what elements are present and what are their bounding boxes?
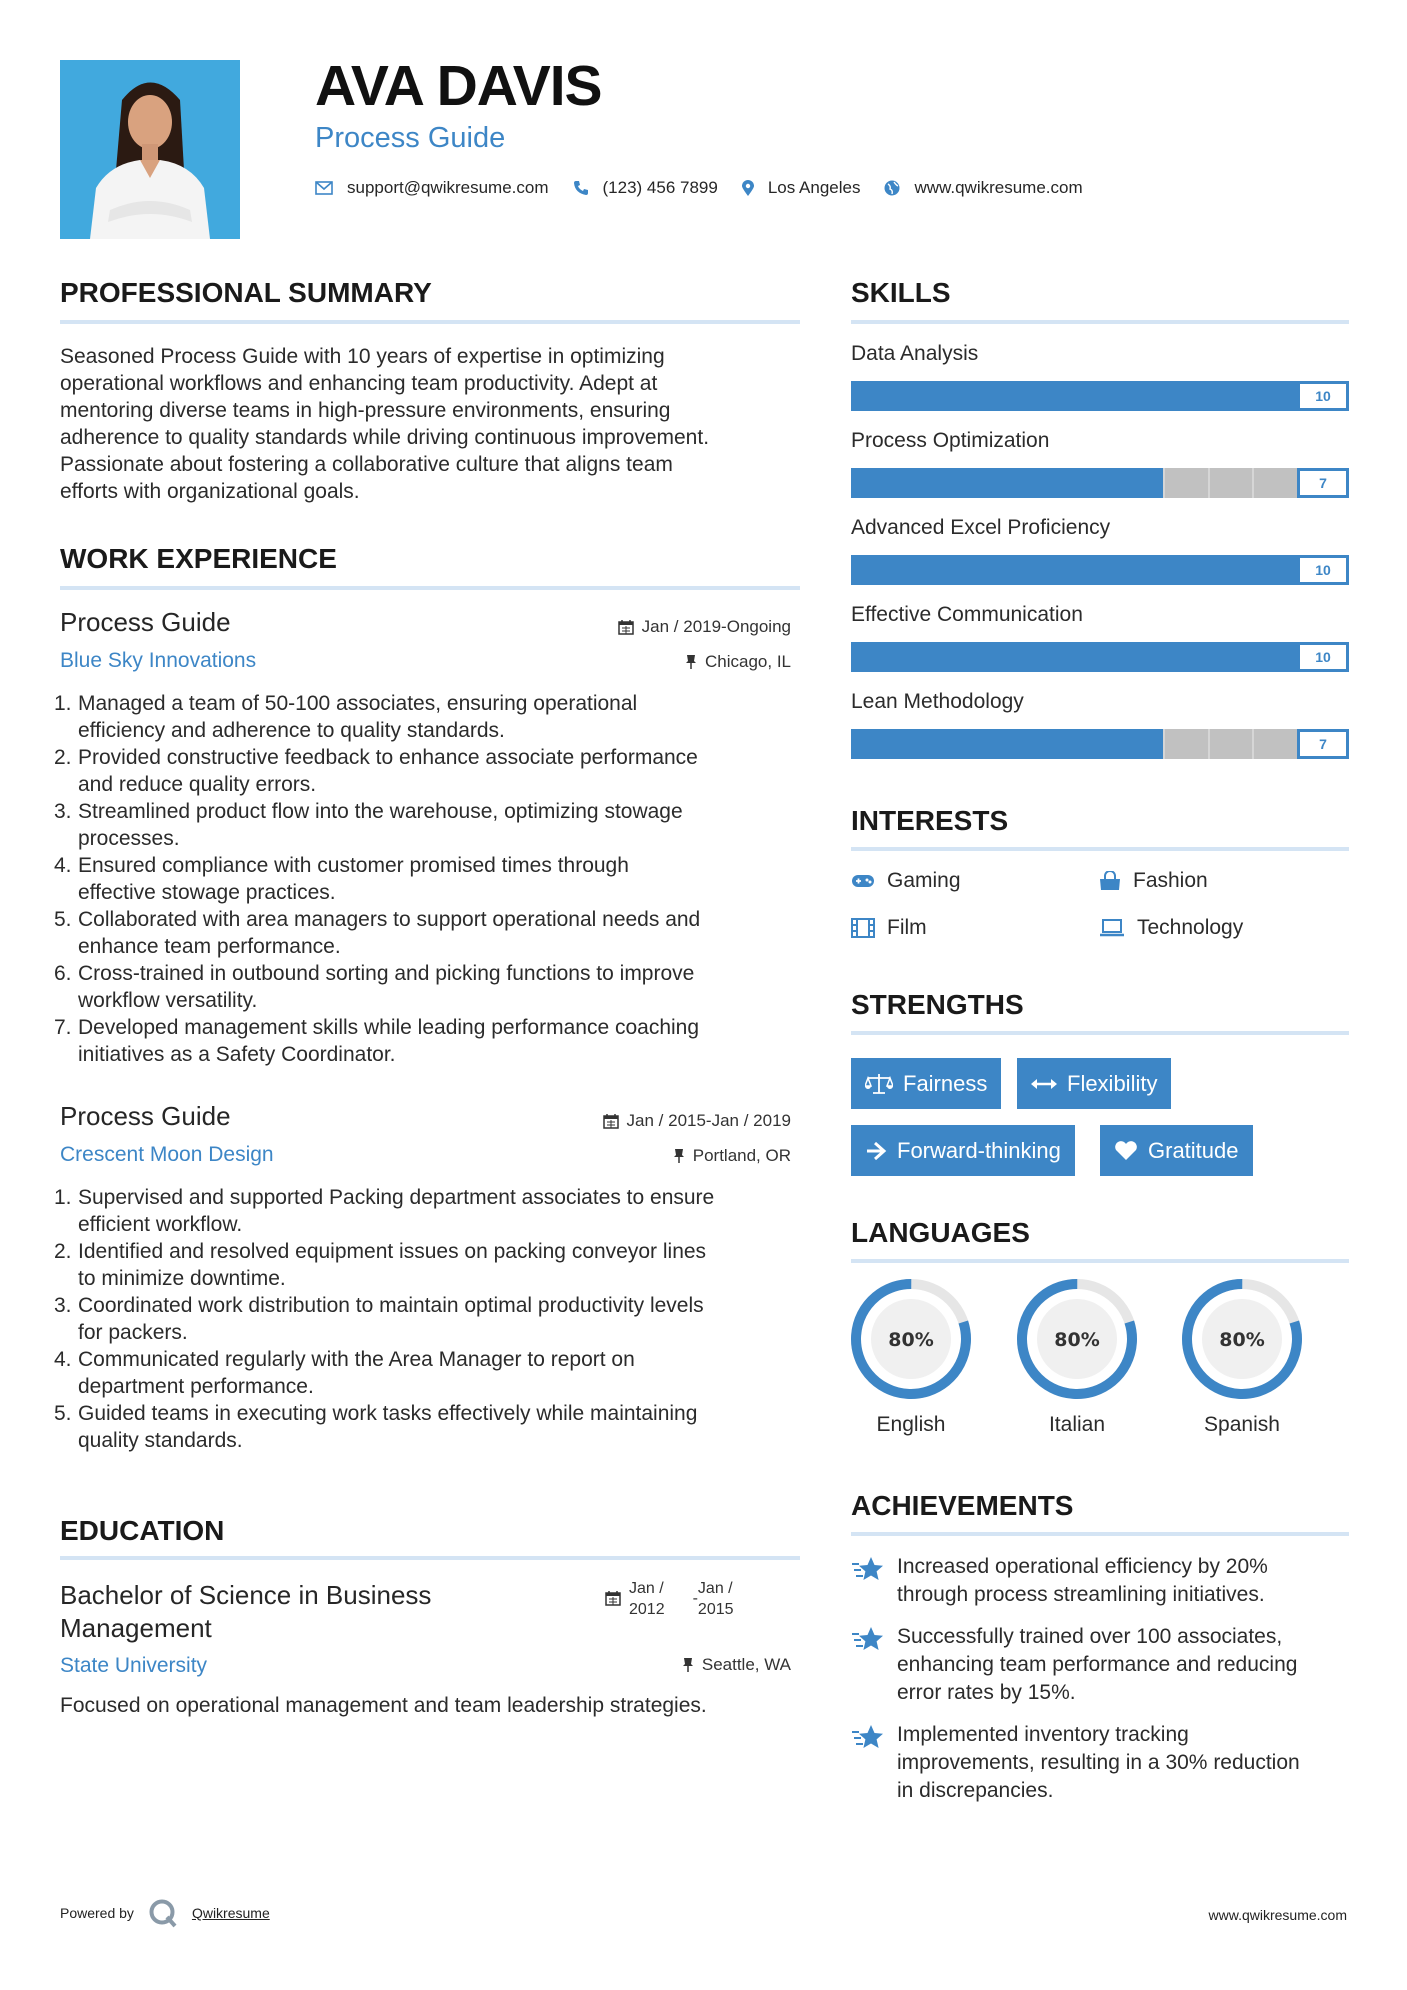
- interest-technology: [1099, 917, 1243, 938]
- list-item-line: and reduce quality errors.: [78, 773, 317, 796]
- pushpin-icon: [673, 1148, 685, 1164]
- achievement-line: error rates by 15%.: [897, 1681, 1076, 1704]
- achievement-item: [851, 1721, 1361, 1805]
- list-item: [54, 1238, 800, 1292]
- list-item-line: initiatives as a Safety Coordinator.: [78, 1043, 396, 1066]
- education-heading: EDUCATION: [60, 1515, 225, 1546]
- list-number: 6.: [54, 962, 72, 985]
- phone-text: (123) 456 7899: [602, 178, 718, 197]
- summary-line: Passionate about fostering a collaborative culture that aligns team: [60, 453, 673, 476]
- list-item-line: processes.: [78, 827, 180, 850]
- list-item-line: Guided teams in executing work tasks effectively while maintaining: [78, 1402, 698, 1425]
- summary-text: [60, 343, 800, 505]
- date-separator: -: [692, 1590, 698, 1607]
- contact-location: [742, 178, 861, 198]
- list-item-line: quality standards.: [78, 1429, 243, 1452]
- shopping-bag-icon: [1099, 871, 1121, 891]
- list-item-line: Collaborated with area managers to support operational needs and: [78, 908, 701, 931]
- list-item-line: Developed management skills while leading performance coaching: [78, 1016, 700, 1039]
- list-item-line: Ensured compliance with customer promised times through: [78, 854, 629, 877]
- summary-line: Seasoned Process Guide with 10 years of expertise in optimizing: [60, 345, 665, 368]
- experience-divider: [60, 586, 800, 590]
- skill-bar-segment: [1208, 468, 1210, 498]
- list-item-line: effective stowage practices.: [78, 881, 336, 904]
- education-location-text: Seattle, WA: [701, 1655, 791, 1674]
- languages-heading: LANGUAGES: [851, 1217, 1030, 1248]
- list-number: 2.: [54, 1240, 72, 1263]
- map-pin-icon: [742, 180, 754, 197]
- strength-gratitude: [1100, 1125, 1253, 1176]
- list-item: [54, 852, 800, 906]
- achievements-divider: [851, 1532, 1349, 1536]
- interest-label: Fashion: [1133, 869, 1208, 892]
- experience-heading: WORK EXPERIENCE: [60, 543, 337, 574]
- star-award-icon: [851, 1555, 885, 1585]
- interest-gaming: [851, 870, 961, 891]
- education-degree: [60, 1579, 520, 1645]
- job-location-text: Chicago, IL: [705, 652, 791, 671]
- skill-bar-segment: [1163, 468, 1165, 498]
- profile-photo: [60, 60, 240, 239]
- skill-bar-segment: [1163, 729, 1165, 759]
- job-location: [673, 1147, 791, 1164]
- list-item: [54, 1184, 800, 1238]
- strength-fairness: [851, 1058, 1001, 1109]
- language-donut-chart: [849, 1277, 973, 1401]
- skill-bar-fill: [851, 468, 1163, 498]
- candidate-name: AVA DAVIS: [315, 54, 602, 118]
- globe-icon: [884, 180, 900, 196]
- date-part: Jan /: [697, 1580, 733, 1597]
- footer-powered-by: [60, 1898, 270, 1928]
- list-item-line: Identified and resolved equipment issues on packing conveyor lines: [78, 1240, 707, 1263]
- achievement-line: through process streamlining initiatives.: [897, 1583, 1265, 1606]
- job-date-text: Jan / 2015-Jan / 2019: [626, 1111, 791, 1130]
- date-part: Jan /: [629, 1580, 664, 1597]
- list-number: 5.: [54, 1402, 72, 1425]
- achievement-line: Successfully trained over 100 associates,: [897, 1625, 1283, 1648]
- arrows-horizontal-icon: [1031, 1077, 1057, 1091]
- achievement-line: enhancing team performance and reducing: [897, 1653, 1298, 1676]
- languages-divider: [851, 1259, 1349, 1263]
- skill-level-value: 10: [1297, 642, 1349, 672]
- skill-level-value: 7: [1297, 729, 1349, 759]
- skill-bar: [851, 729, 1349, 759]
- strengths-heading: STRENGTHS: [851, 989, 1024, 1020]
- film-icon: [851, 918, 875, 938]
- strength-label: Gratitude: [1148, 1137, 1239, 1163]
- list-item: [54, 744, 800, 798]
- skill-bar-segment: [1252, 468, 1254, 498]
- strength-label: Forward-thinking: [897, 1137, 1061, 1163]
- contact-phone[interactable]: [573, 178, 718, 198]
- heart-icon: [1114, 1141, 1138, 1161]
- qwikresume-logo-icon: [148, 1898, 178, 1928]
- list-item-line: Streamlined product flow into the warehouse, optimizing stowage: [78, 800, 683, 823]
- summary-line: efforts with organizational goals.: [60, 480, 360, 503]
- skill-bar-fill: [851, 381, 1349, 411]
- list-item-line: Managed a team of 50-100 associates, ensuring operational: [78, 692, 638, 715]
- balance-scale-icon: [865, 1073, 893, 1095]
- list-number: 3.: [54, 1294, 72, 1317]
- language-name: English: [876, 1413, 946, 1436]
- language-percent: 80%: [1219, 1329, 1265, 1351]
- contact-email[interactable]: [315, 178, 549, 198]
- list-number: 4.: [54, 1348, 72, 1371]
- pushpin-icon: [682, 1657, 694, 1673]
- calendar-icon: [618, 619, 634, 635]
- list-item: [54, 1346, 800, 1400]
- strength-flexibility: [1017, 1058, 1171, 1109]
- summary-line: adherence to quality standards while driving continuous improvement.: [60, 426, 710, 449]
- powered-by-text: Powered by: [60, 1905, 134, 1921]
- date-part: 2012: [629, 1601, 665, 1618]
- skill-bar-fill: [851, 729, 1163, 759]
- list-item: [54, 690, 800, 744]
- achievement-line: Implemented inventory tracking: [897, 1723, 1189, 1746]
- gamepad-icon: [851, 873, 875, 889]
- education-description: Focused on operational management and team leadership strategies.: [60, 1694, 707, 1717]
- language-donut-chart: [1015, 1277, 1139, 1401]
- job-duties: [54, 690, 800, 1068]
- achievement-item: [851, 1623, 1361, 1707]
- website-text: www.qwikresume.com: [914, 178, 1083, 197]
- language-donut-chart: [1180, 1277, 1304, 1401]
- education-start: [629, 1578, 665, 1620]
- brand-link[interactable]: Qwikresume: [191, 1905, 270, 1921]
- list-item: [54, 960, 800, 1014]
- arrow-right-icon: [865, 1141, 887, 1161]
- education-school: State University: [60, 1654, 208, 1677]
- interest-label: Film: [887, 916, 927, 939]
- education-end: [698, 1578, 734, 1620]
- education-divider: [60, 1556, 800, 1560]
- achievement-item: [851, 1553, 1361, 1609]
- job-date: [603, 1112, 791, 1129]
- footer-website[interactable]: www.qwikresume.com: [1208, 1907, 1347, 1923]
- skill-bar: [851, 381, 1349, 411]
- list-item-line: department performance.: [78, 1375, 314, 1398]
- list-item-line: to minimize downtime.: [78, 1267, 286, 1290]
- summary-line: mentoring diverse teams in high-pressure environments, ensuring: [60, 399, 671, 422]
- education-date: [605, 1578, 734, 1620]
- skill-name: Data Analysis: [851, 342, 979, 365]
- interest-fashion: [1099, 870, 1208, 891]
- skill-name: Lean Methodology: [851, 690, 1024, 713]
- achievements-heading: ACHIEVEMENTS: [851, 1490, 1074, 1521]
- date-part: 2015: [697, 1601, 734, 1618]
- star-award-icon: [851, 1723, 885, 1753]
- summary-heading: PROFESSIONAL SUMMARY: [60, 277, 432, 308]
- list-number: 7.: [54, 1016, 72, 1039]
- list-item-line: Provided constructive feedback to enhance associate performance: [78, 746, 698, 769]
- skills-divider: [851, 320, 1349, 324]
- list-number: 3.: [54, 800, 72, 823]
- language-item: [849, 1277, 973, 1437]
- list-item-line: Communicated regularly with the Area Manager to report on: [78, 1348, 635, 1371]
- list-item-line: efficient workflow.: [78, 1213, 243, 1236]
- language-percent: 80%: [888, 1329, 934, 1351]
- job-duties: [54, 1184, 800, 1454]
- language-name: Spanish: [1204, 1413, 1280, 1436]
- skill-bar: [851, 468, 1349, 498]
- list-item: [54, 1014, 800, 1068]
- language-item: [1180, 1277, 1304, 1437]
- list-item: [54, 1292, 800, 1346]
- skill-bar-fill: [851, 642, 1349, 672]
- interest-label: Gaming: [887, 869, 961, 892]
- skill-name: Effective Communication: [851, 603, 1083, 626]
- interest-film: [851, 917, 927, 938]
- language-item: [1015, 1277, 1139, 1437]
- strengths-divider: [851, 1031, 1349, 1035]
- list-item: [54, 906, 800, 960]
- list-number: 2.: [54, 746, 72, 769]
- job-title: Process Guide: [60, 607, 231, 637]
- location-text: Los Angeles: [767, 178, 861, 197]
- skill-bar: [851, 642, 1349, 672]
- list-item-line: enhance team performance.: [78, 935, 341, 958]
- job-date-text: Jan / 2019-Ongoing: [641, 617, 791, 636]
- list-number: 5.: [54, 908, 72, 931]
- list-item-line: for packers.: [78, 1321, 188, 1344]
- achievement-text: [897, 1553, 1268, 1609]
- laptop-icon: [1099, 919, 1125, 937]
- skill-level-value: 7: [1297, 468, 1349, 498]
- strength-forward-thinking: [851, 1125, 1075, 1176]
- list-item-line: Cross-trained in outbound sorting and picking functions to improve: [78, 962, 695, 985]
- email-text: support@qwikresume.com: [347, 178, 549, 197]
- phone-icon: [573, 180, 589, 196]
- achievement-text: [897, 1721, 1300, 1805]
- calendar-icon: [603, 1113, 619, 1129]
- list-number: 1.: [54, 1186, 72, 1209]
- language-name: Italian: [1048, 1413, 1106, 1436]
- job-date: [618, 618, 791, 635]
- job-location-text: Portland, OR: [692, 1146, 791, 1165]
- list-item-line: efficiency and adherence to quality standards.: [78, 719, 505, 742]
- interests-divider: [851, 847, 1349, 851]
- skill-bar: [851, 555, 1349, 585]
- skill-bar-segment: [1208, 729, 1210, 759]
- skill-level-value: 10: [1297, 555, 1349, 585]
- degree-line: Bachelor of Science in Business: [60, 1580, 432, 1610]
- skill-level-value: 10: [1297, 381, 1349, 411]
- star-award-icon: [851, 1625, 885, 1655]
- achievement-line: Increased operational efficiency by 20%: [897, 1555, 1268, 1578]
- summary-divider: [60, 320, 800, 324]
- list-item-line: Coordinated work distribution to maintain optimal productivity levels: [78, 1294, 704, 1317]
- achievement-line: improvements, resulting in a 30% reduction: [897, 1751, 1300, 1774]
- achievement-line: in discrepancies.: [897, 1779, 1054, 1802]
- education-location: [682, 1656, 791, 1673]
- job-location: [685, 653, 791, 670]
- language-percent: 80%: [1054, 1329, 1100, 1351]
- degree-line: Management: [60, 1613, 212, 1643]
- calendar-icon: [605, 1590, 621, 1606]
- list-item: [54, 1400, 800, 1454]
- skill-bar-fill: [851, 555, 1349, 585]
- interests-heading: INTERESTS: [851, 805, 1009, 836]
- skill-name: Advanced Excel Proficiency: [851, 516, 1111, 539]
- summary-line: operational workflows and enhancing team productivity. Adept at: [60, 372, 658, 395]
- strength-label: Fairness: [903, 1070, 988, 1096]
- job-company: Crescent Moon Design: [60, 1143, 274, 1166]
- skills-heading: SKILLS: [851, 277, 951, 308]
- list-item-line: Supervised and supported Packing department associates to ensure: [78, 1186, 715, 1209]
- list-item-line: workflow versatility.: [78, 989, 258, 1012]
- skill-bar-segment: [1252, 729, 1254, 759]
- job-title: Process Guide: [60, 1101, 231, 1131]
- pushpin-icon: [685, 654, 697, 670]
- list-item: [54, 798, 800, 852]
- skill-name: Process Optimization: [851, 429, 1050, 452]
- envelope-icon: [315, 181, 333, 195]
- list-number: 1.: [54, 692, 72, 715]
- list-number: 4.: [54, 854, 72, 877]
- strength-label: Flexibility: [1067, 1070, 1158, 1096]
- achievement-text: [897, 1623, 1297, 1707]
- job-company: Blue Sky Innovations: [60, 649, 257, 672]
- contact-bar: [315, 178, 1107, 198]
- contact-website[interactable]: [884, 178, 1082, 198]
- interest-label: Technology: [1137, 916, 1244, 939]
- candidate-title: Process Guide: [315, 122, 506, 154]
